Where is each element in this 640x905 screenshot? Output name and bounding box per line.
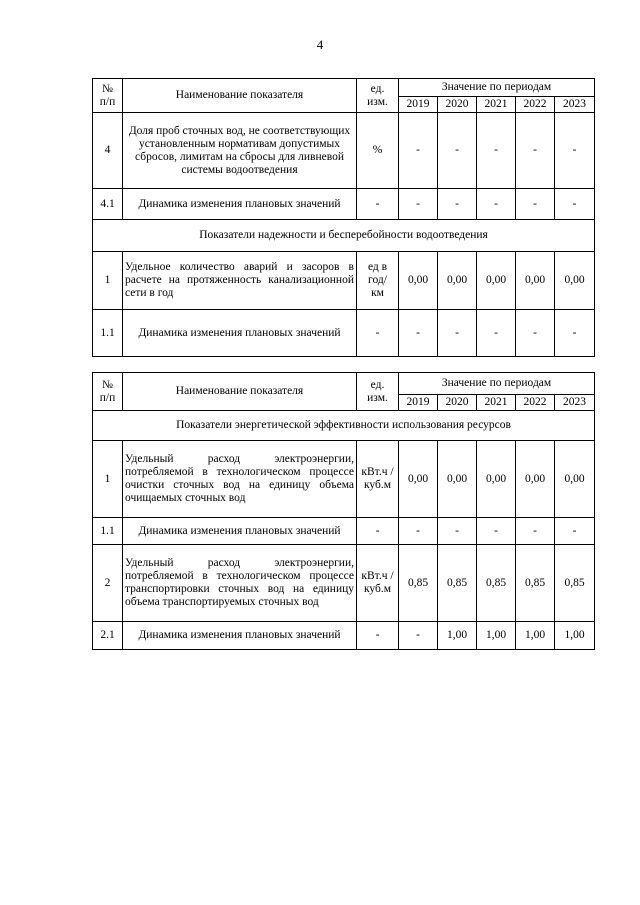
indicator-name: Удельный расход электроэнергии, потребляемой в технологическом процессе транспортировки сточных вод на единицу объема транспортируемых сточных вод bbox=[123, 545, 357, 622]
year-header: 2020 bbox=[438, 97, 477, 113]
value-cell: - bbox=[516, 113, 555, 189]
col-header-num: № п/п bbox=[93, 373, 123, 411]
year-header: 2023 bbox=[555, 97, 595, 113]
indicator-name: Удельный расход электроэнергии, потребляемой в технологическом процессе очистки сточных вод на единицу объема очищаемых сточных вод bbox=[123, 441, 357, 518]
col-header-name: Наименование показателя bbox=[123, 373, 357, 411]
indicator-name: Динамика изменения плановых значений bbox=[123, 518, 357, 545]
year-header: 2021 bbox=[477, 395, 516, 411]
table-row bbox=[93, 252, 595, 310]
indicator-name: Динамика изменения плановых значений bbox=[123, 189, 357, 220]
value-cell: 0,00 bbox=[516, 252, 555, 310]
indicator-name: Динамика изменения плановых значений bbox=[123, 310, 357, 357]
col-header-unit: ед. изм. bbox=[357, 373, 399, 411]
value-cell: 0,00 bbox=[477, 441, 516, 518]
unit: - bbox=[357, 189, 399, 220]
value-cell: - bbox=[399, 310, 438, 357]
row-number: 1.1 bbox=[93, 518, 123, 545]
value-cell: 0,85 bbox=[438, 545, 477, 622]
col-header-name: Наименование показателя bbox=[123, 79, 357, 113]
value-cell: - bbox=[516, 310, 555, 357]
value-cell: 0,00 bbox=[516, 441, 555, 518]
year-header: 2019 bbox=[399, 97, 438, 113]
value-cell: - bbox=[477, 189, 516, 220]
year-header: 2020 bbox=[438, 395, 477, 411]
value-cell: - bbox=[399, 189, 438, 220]
col-header-periods: Значение по периодам bbox=[399, 79, 595, 97]
value-cell: 0,85 bbox=[477, 545, 516, 622]
row-number: 1.1 bbox=[93, 310, 123, 357]
value-cell: 0,00 bbox=[438, 252, 477, 310]
value-cell: - bbox=[438, 310, 477, 357]
section-row bbox=[93, 411, 595, 441]
year-header: 2023 bbox=[555, 395, 595, 411]
table-row bbox=[93, 545, 595, 622]
table-row bbox=[93, 518, 595, 545]
indicator-name: Удельное количество аварий и засоров в расчете на протяженность канализационной сети в год bbox=[123, 252, 357, 310]
value-cell: - bbox=[516, 518, 555, 545]
unit: - bbox=[357, 310, 399, 357]
row-number: 1 bbox=[93, 441, 123, 518]
year-header: 2021 bbox=[477, 97, 516, 113]
value-cell: - bbox=[477, 310, 516, 357]
value-cell: - bbox=[555, 518, 595, 545]
value-cell: 0,00 bbox=[438, 441, 477, 518]
row-number: 2 bbox=[93, 545, 123, 622]
value-cell: 0,00 bbox=[477, 252, 516, 310]
section-row bbox=[93, 220, 595, 252]
col-header-unit: ед. изм. bbox=[357, 79, 399, 113]
value-cell: - bbox=[477, 113, 516, 189]
year-header: 2022 bbox=[516, 395, 555, 411]
value-cell: 0,85 bbox=[399, 545, 438, 622]
unit: ед в год/ км bbox=[357, 252, 399, 310]
indicator-name: Доля проб сточных вод, не соответствующих установленным нормативам допустимых сбросов, лимитам на сбросы для ливневой системы водоотведения bbox=[123, 113, 357, 189]
unit: кВт.ч / куб.м bbox=[357, 441, 399, 518]
value-cell: 1,00 bbox=[438, 622, 477, 650]
row-number: 4 bbox=[93, 113, 123, 189]
unit: - bbox=[357, 622, 399, 650]
unit: % bbox=[357, 113, 399, 189]
table-row bbox=[93, 310, 595, 357]
row-number: 1 bbox=[93, 252, 123, 310]
indicator-name: Динамика изменения плановых значений bbox=[123, 622, 357, 650]
indicators-table-2 bbox=[92, 372, 595, 650]
value-cell: 0,00 bbox=[399, 252, 438, 310]
table-row bbox=[93, 441, 595, 518]
section-title: Показатели надежности и бесперебойности водоотведения bbox=[93, 220, 595, 252]
indicators-table-1 bbox=[92, 78, 595, 357]
unit: кВт.ч / куб.м bbox=[357, 545, 399, 622]
page-number: 4 bbox=[316, 37, 324, 52]
section-title: Показатели энергетической эффективности использования ресурсов bbox=[93, 411, 595, 441]
value-cell: 1,00 bbox=[555, 622, 595, 650]
value-cell: 1,00 bbox=[477, 622, 516, 650]
value-cell: - bbox=[399, 518, 438, 545]
value-cell: - bbox=[438, 113, 477, 189]
value-cell: - bbox=[399, 113, 438, 189]
unit: - bbox=[357, 518, 399, 545]
value-cell: - bbox=[555, 310, 595, 357]
header-row bbox=[93, 79, 595, 97]
value-cell: 1,00 bbox=[516, 622, 555, 650]
value-cell: 0,85 bbox=[555, 545, 595, 622]
value-cell: - bbox=[438, 189, 477, 220]
value-cell: - bbox=[438, 518, 477, 545]
value-cell: - bbox=[477, 518, 516, 545]
header-row bbox=[93, 373, 595, 395]
value-cell: - bbox=[399, 622, 438, 650]
value-cell: 0,85 bbox=[516, 545, 555, 622]
value-cell: 0,00 bbox=[555, 441, 595, 518]
value-cell: - bbox=[516, 189, 555, 220]
value-cell: 0,00 bbox=[399, 441, 438, 518]
row-number: 2.1 bbox=[93, 622, 123, 650]
value-cell: - bbox=[555, 113, 595, 189]
table-row bbox=[93, 113, 595, 189]
value-cell: 0,00 bbox=[555, 252, 595, 310]
year-header: 2022 bbox=[516, 97, 555, 113]
year-header: 2019 bbox=[399, 395, 438, 411]
row-number: 4.1 bbox=[93, 189, 123, 220]
table-row bbox=[93, 189, 595, 220]
table-row bbox=[93, 622, 595, 650]
col-header-periods: Значение по периодам bbox=[399, 373, 595, 395]
value-cell: - bbox=[555, 189, 595, 220]
col-header-num: № п/п bbox=[93, 79, 123, 113]
